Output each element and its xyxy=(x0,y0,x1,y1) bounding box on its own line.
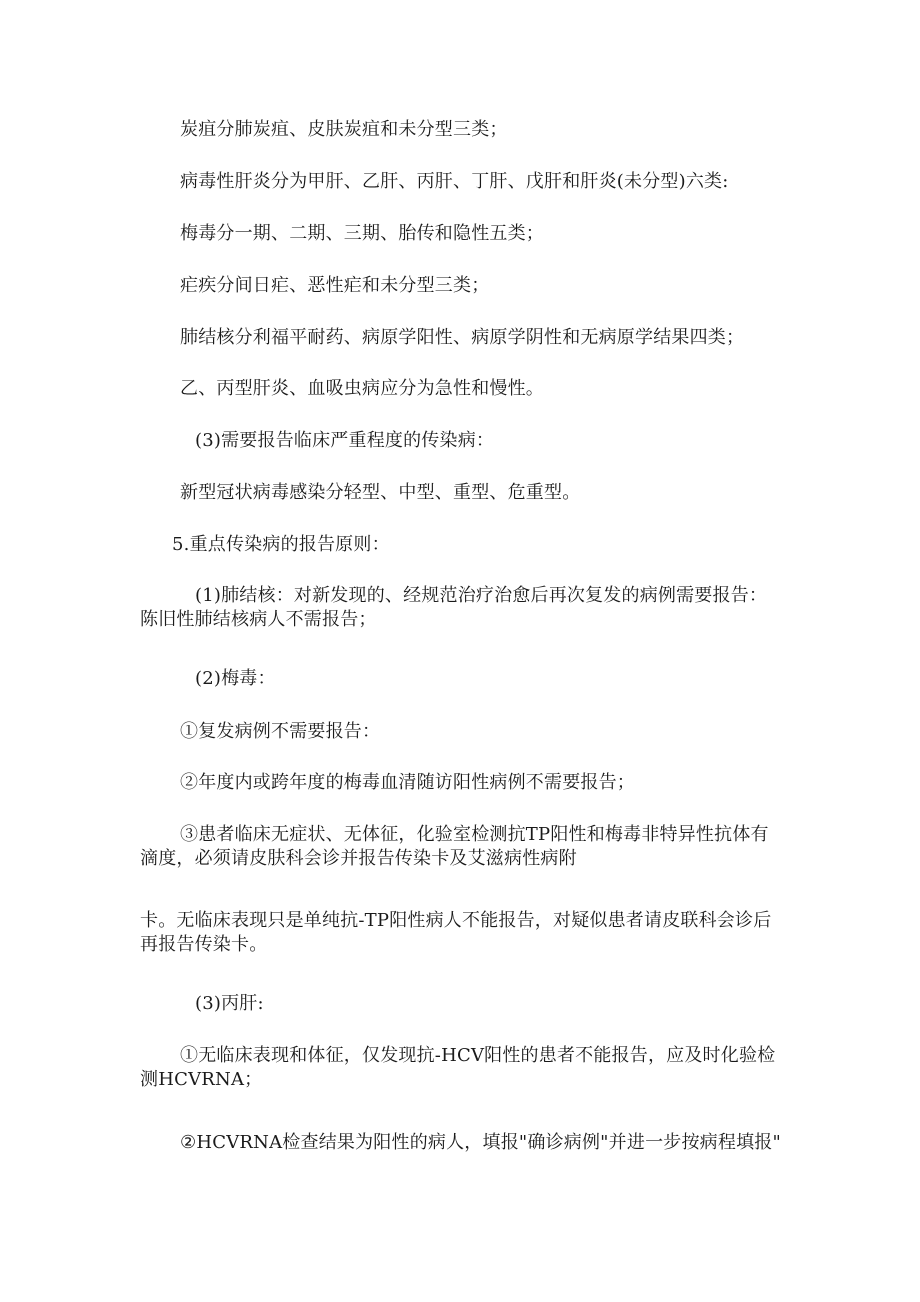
paragraph-anthrax: 炭疽分肺炭疽、皮肤炭疽和未分型三类； xyxy=(180,119,508,140)
subheading-syphilis: (2)梅毒： xyxy=(195,668,276,689)
list-item-hepatitis-c-1 xyxy=(140,1044,775,1092)
paragraph-malaria-types: 疟疾分间日疟、恶性疟和未分型三类； xyxy=(180,275,490,296)
paragraph-tb-types: 肺结核分利福平耐药、病原学阳性、病原学阴性和无病原学结果四类； xyxy=(180,327,745,348)
list-item-hepatitis-c-2: ②HCVRNA检查结果为阳性的病人，填报"确诊病例"并进一步按病程填报" xyxy=(180,1132,781,1153)
paragraph-syphilis-types: 梅毒分一期、二期、三期、胎传和隐性五类； xyxy=(180,223,544,244)
subheading-severity: (3)需要报告临床严重程度的传染病： xyxy=(195,430,495,451)
paragraph-line: 卡。无临床表现只是单纯抗-TP阳性病人不能报告，对疑似患者请皮联科会诊后 xyxy=(140,910,772,931)
paragraph-hepatitis-types: 病毒性肝炎分为甲肝、乙肝、丙肝、丁肝、戊肝和肝炎(未分型)六类: xyxy=(180,171,729,192)
paragraph-line: 再报告传染卡。 xyxy=(140,934,268,955)
section-heading-principles: 5.重点传染病的报告原则： xyxy=(172,534,390,555)
paragraph-covid: 新型冠状病毒感染分轻型、中型、重型、危重型。 xyxy=(180,482,581,503)
paragraph-line: 陈旧性肺结核病人不需报告； xyxy=(140,609,377,630)
list-item-syphilis-2: ②年度内或跨年度的梅毒血清随访阳性病例不需要报告； xyxy=(180,772,635,793)
paragraph-line: ③患者临床无症状、无体征，化验室检测抗TP阳性和梅毒非特异性抗体有 xyxy=(180,824,769,845)
paragraph-line: (1)肺结核：对新发现的、经规范治疗治愈后再次复发的病例需要报告： xyxy=(195,585,768,606)
paragraph-tb-principle xyxy=(140,584,767,632)
paragraph-line: 测HCVRNA； xyxy=(140,1069,263,1090)
paragraph-line: ①无临床表现和体征，仅发现抗-HCV阳性的患者不能报告，应及时化验检 xyxy=(180,1045,776,1066)
list-item-syphilis-1: ①复发病例不需要报告： xyxy=(180,721,381,742)
paragraph-acute-chronic: 乙、丙型肝炎、血吸虫病应分为急性和慢性。 xyxy=(180,378,544,399)
paragraph-syphilis-continued xyxy=(140,909,771,957)
list-item-syphilis-3 xyxy=(140,823,769,871)
subheading-hepatitis-c: (3)丙肝: xyxy=(195,993,264,1014)
paragraph-line: 滴度，必须请皮肤科会诊并报告传染卡及艾滋病性病附 xyxy=(140,848,577,869)
